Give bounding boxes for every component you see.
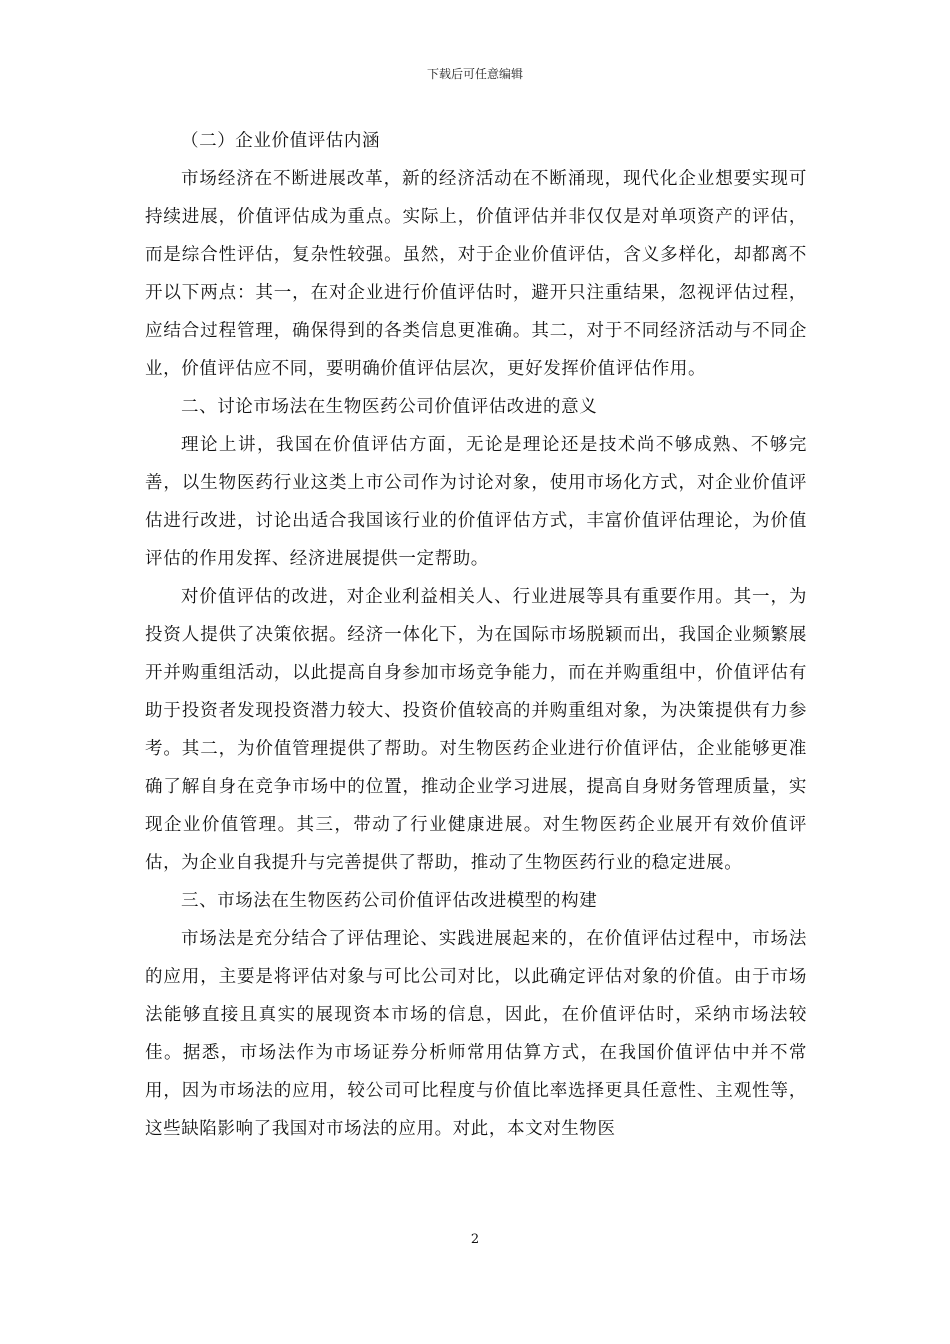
- section-heading-3: 三、市场法在生物医药公司价值评估改进模型的构建: [181, 891, 598, 911]
- paragraph-market-method: 市场法是充分结合了评估理论、实践进展起来的，在价值评估过程中，市场法的应用，主要是将评估对象与可比公司对比，以此确定评估对象的价值。由于市场法能够直接且真实的展现资本市场的信息，因此，在价值评估时，采纳市场法较佳。据悉，市场法作为市场证券分析师常用估算方式，在我国价值评估中并不常用，因为市场法的应用，较公司可比程度与价值比率选择更具任意性、主观性等，这些缺陷影响了我国对市场法的应用。对此，本文对生物医: [145, 929, 807, 1139]
- page-header: 下载后可任意编辑: [426, 67, 523, 81]
- page-number: 2: [470, 1232, 480, 1247]
- section-heading-2-2: （二）企业价值评估内涵: [181, 131, 381, 151]
- section-heading-2: 二、讨论市场法在生物医药公司价值评估改进的意义: [181, 397, 598, 417]
- paragraph-improvement-importance: 对价值评估的改进，对企业利益相关人、行业进展等具有重要作用。其一，为投资人提供了决策依据。经济一体化下，为在国际市场脱颖而出，我国企业频繁展开并购重组活动，以此提高自身参加市场竞争能力，而在并购重组中，价值评估有助于投资者发现投资潜力较大、投资价值较高的并购重组对象，为决策提供有力参考。其二，为价值管理提供了帮助。对生物医药企业进行价值评估，企业能够更准确了解自身在竞争市场中的位置，推动企业学习进展，提高自身财务管理质量，实现企业价值管理。其三，带动了行业健康进展。对生物医药企业展开有效价值评估，为企业自我提升与完善提供了帮助，推动了生物医药行业的稳定进展。: [145, 587, 807, 873]
- document-body: [145, 122, 807, 1148]
- paragraph-value-assessment-meaning: 市场经济在不断进展改革，新的经济活动在不断涌现，现代化企业想要实现可持续进展，价值评估成为重点。实际上，价值评估并非仅仅是对单项资产的评估，而是综合性评估，复杂性较强。虽然，对于企业价值评估，含义多样化，却都离不开以下两点：其一，在对企业进行价值评估时，避开只注重结果，忽视评估过程，应结合过程管理，确保得到的各类信息更准确。其二，对于不同经济活动与不同企业，价值评估应不同，要明确价值评估层次，更好发挥价值评估作用。: [145, 169, 807, 379]
- paragraph-theory: 理论上讲，我国在价值评估方面，无论是理论还是技术尚不够成熟、不够完善，以生物医药行业这类上市公司作为讨论对象，使用市场化方式，对企业价值评估进行改进，讨论出适合我国该行业的价值评估方式，丰富价值评估理论，为价值评估的作用发挥、经济进展提供一定帮助。: [145, 435, 807, 569]
